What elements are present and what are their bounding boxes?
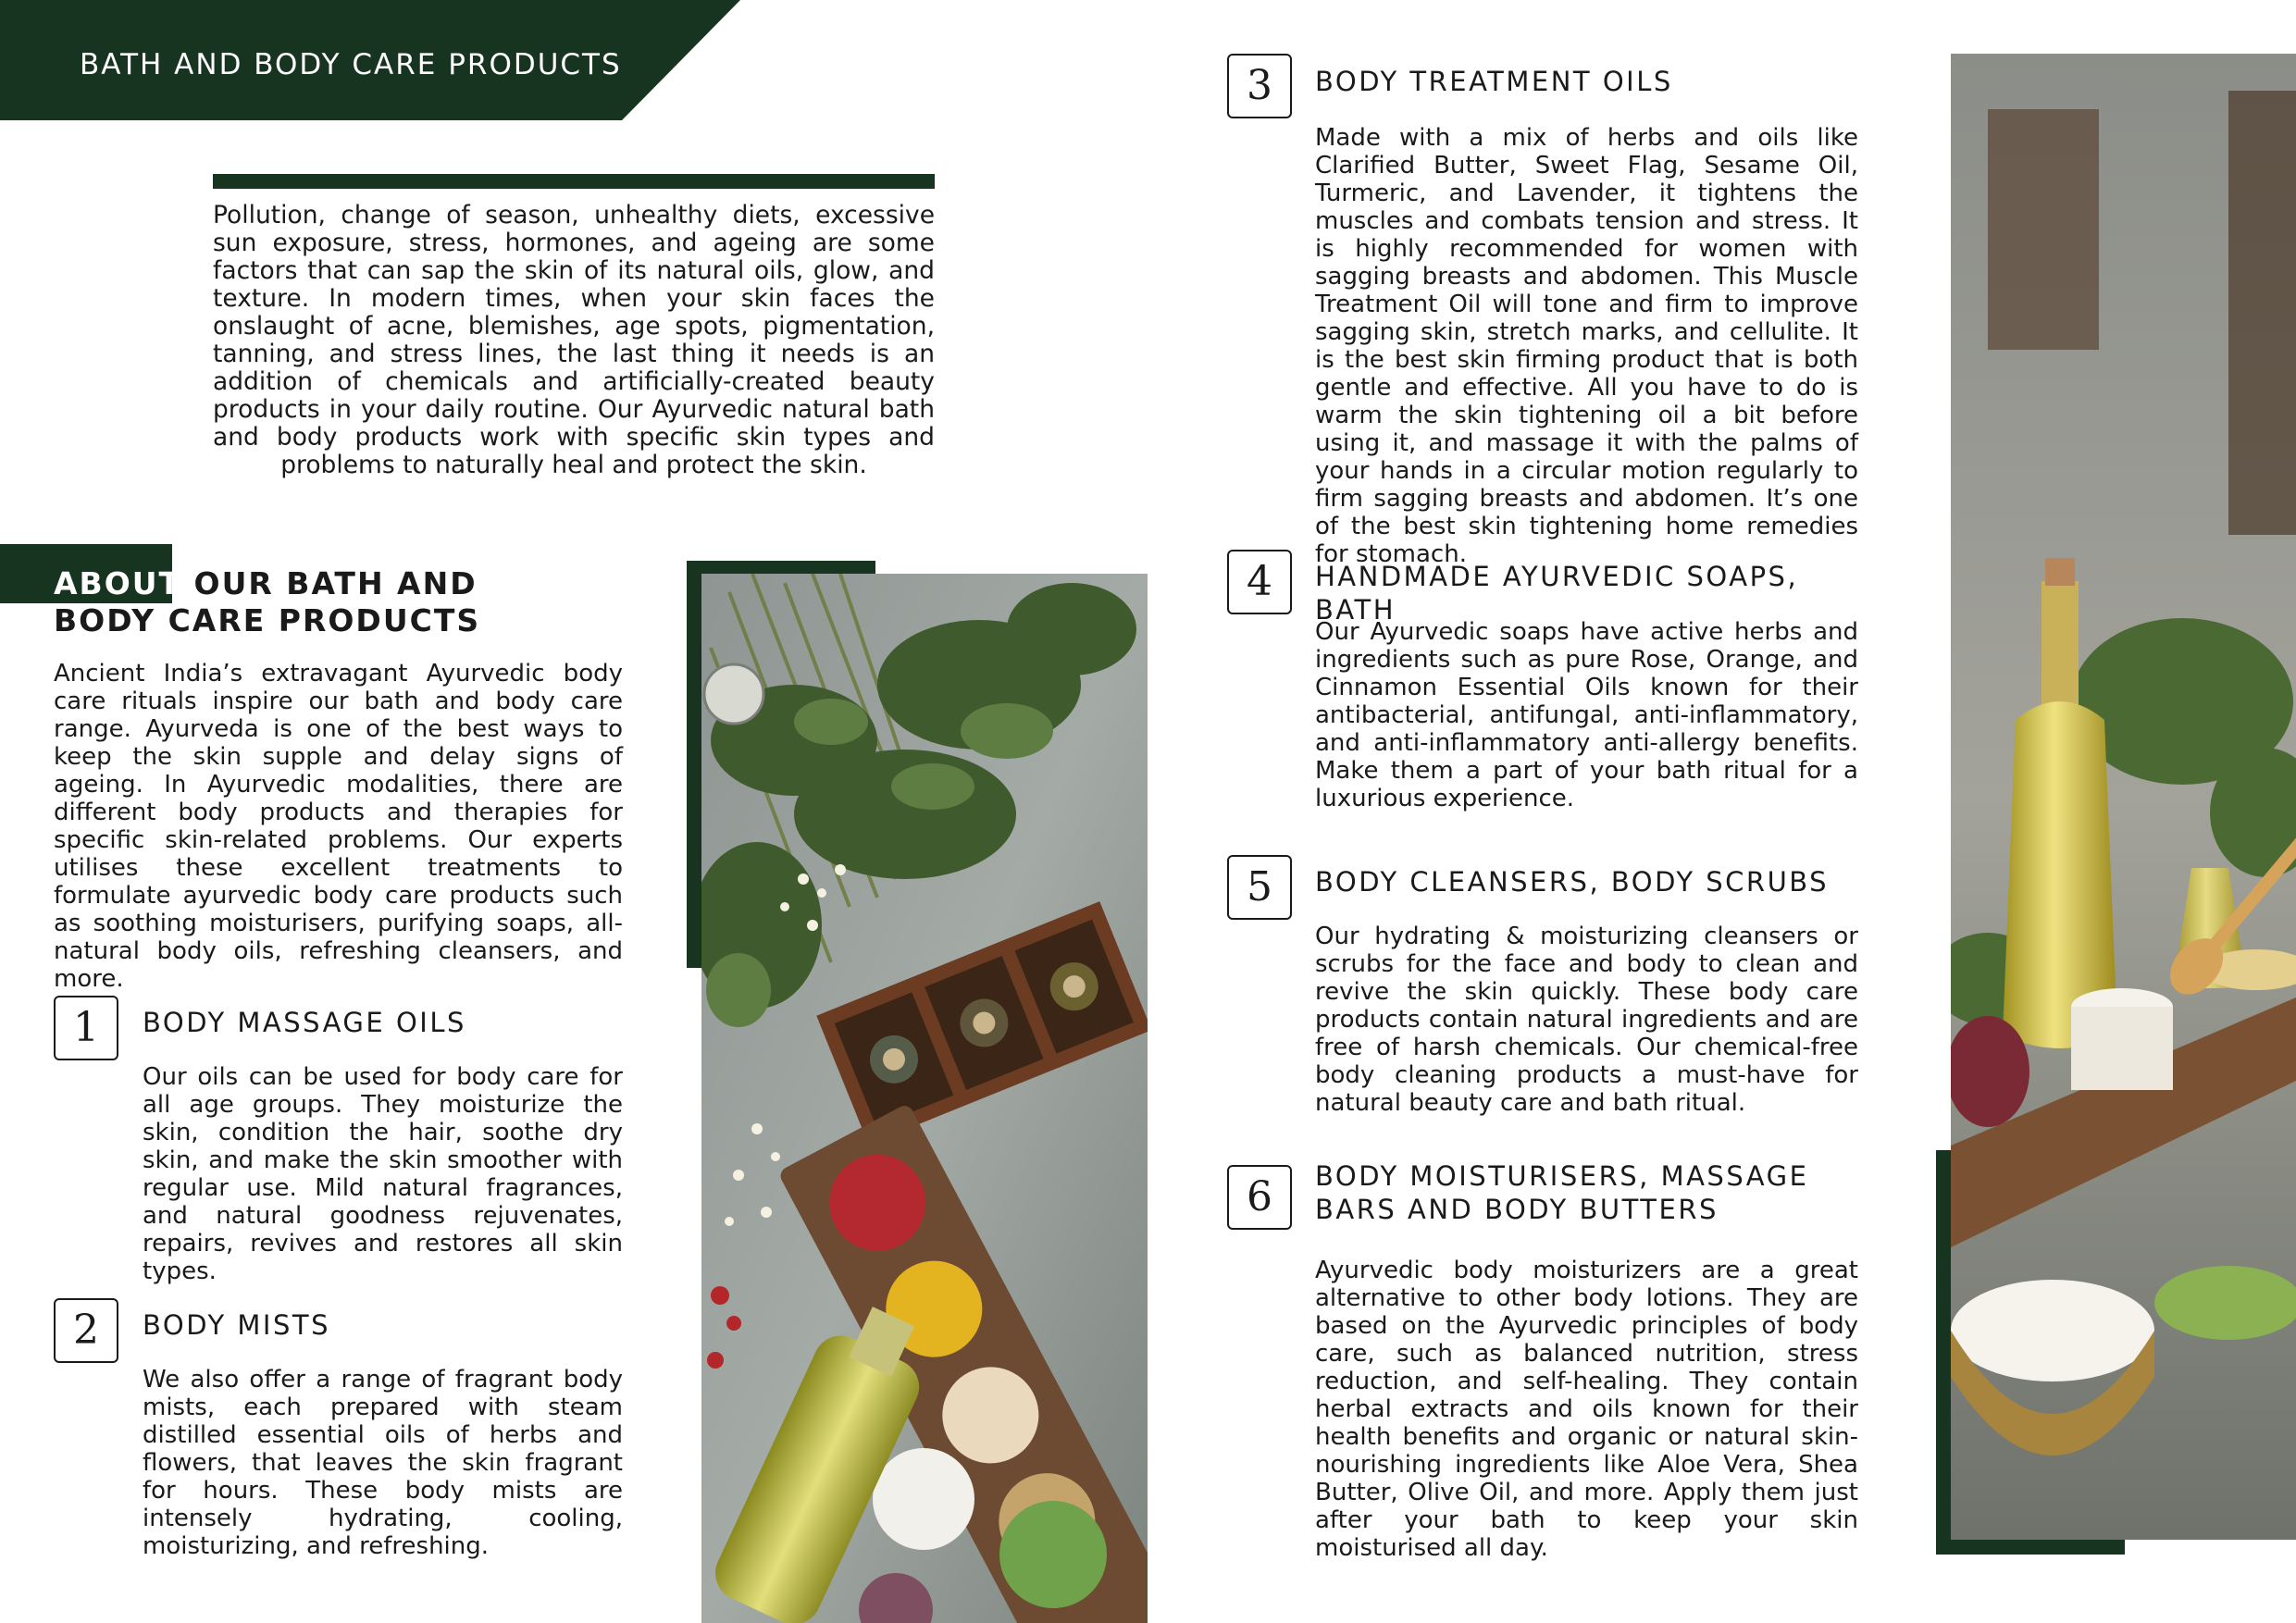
section-title-body-mists: BODY MISTS <box>143 1309 330 1341</box>
section-text-body-mists: We also offer a range of fragrant body mists, each prepared with steam distilled essential oils of herbs and flowers, that leaves the skin fragrant for hours. These body mists are intensely hydrating, cooling, moisturizing, and refreshing. <box>143 1366 623 1560</box>
section-title-body-moisturisers: BODY MOISTURISERS, MASSAGE BARS AND BODY BUTTERS <box>1315 1160 1809 1225</box>
section-title-body-treatment-oils: BODY TREATMENT OILS <box>1315 66 1673 97</box>
section-text-body-treatment-oils: Made with a mix of herbs and oils like Clarified Butter, Sweet Flag, Sesame Oil, Turmeric, and Lavender, it tightens the muscles and combats tension and stress. It is highly recommended for women with sagging breasts and abdomen. This Muscle Treatment Oil will tone and firm to improve sagging skin, stretch marks, and cellulite. It is the best skin firming product that is both gentle and effective. All you have to do is warm the skin tightening oil a bit before using it, and massage it with the palms of your hands in a circular motion regularly to firm sagging breasts and abdomen. It’s one of the best skin tightening home remedies for stomach. <box>1315 124 1858 568</box>
section-number-6: 6 <box>1227 1165 1292 1230</box>
section-text-handmade-soaps: Our Ayurvedic soaps have active herbs and ingredients such as pure Rose, Orange, and Cinnamon Essential Oils known for their antibacterial, antifungal, anti-inflammatory, and anti-inflammatory anti-allergy benefits. Make them a part of your bath ritual for a luxurious experience. <box>1315 618 1858 812</box>
section-number-1: 1 <box>54 996 118 1060</box>
section-text-body-massage-oils: Our oils can be used for body care for all age groups. They moisturize the skin, condition the hair, soothe dry skin, and make the skin smoother with regular use. Mild natural fragrances, and natural goodness rejuvenates, repairs, revives and restores all skin types. <box>143 1063 623 1285</box>
right-photo-frame-horizontal <box>1936 1538 2125 1555</box>
about-heading-highlight: ABOUT <box>54 565 182 601</box>
section-number-5: 5 <box>1227 855 1292 920</box>
page-title: BATH AND BODY CARE PRODUCTS <box>80 48 622 81</box>
about-paragraph: Ancient India’s extravagant Ayurvedic body care rituals inspire our bath and body care range. Ayurveda is one of the best ways to keep the skin supple and delay signs of ageing. In Ayurvedic modalities, there are different body products and therapies for specific skin-related problems. Our experts utilises these excellent treatments to formulate ayurvedic body care products such as soothing moisturisers, purifying soaps, all-natural body oils, refreshing cleansers, and more. <box>54 660 623 993</box>
intro-divider <box>213 174 935 189</box>
section-number-2: 2 <box>54 1298 118 1363</box>
section-title-body-cleansers: BODY CLEANSERS, BODY SCRUBS <box>1315 866 1830 898</box>
herbs-and-oils-photo <box>701 574 1148 1623</box>
section-title-body-massage-oils: BODY MASSAGE OILS <box>143 1007 466 1038</box>
section-number-3: 3 <box>1227 54 1292 118</box>
intro-paragraph: Pollution, change of season, unhealthy diets, excessive sun exposure, stress, hormones, and ageing are some factors that can sap the skin of its natural oils, glow, and texture. In modern times, when your skin faces the onslaught of acne, blemishes, age spots, pigmentation, tanning, and stress lines, the last thing it needs is an addition of chemicals and artificially-created beauty products in your daily routine. Our Ayurvedic natural bath and body products work with specific skin types and problems to naturally heal and protect the skin. <box>213 201 935 479</box>
oil-bottles-photo <box>1951 54 2296 1540</box>
about-heading-rest: OUR BATH AND <box>181 565 478 601</box>
about-heading-line2: BODY CARE PRODUCTS <box>54 602 481 638</box>
section-text-body-moisturisers: Ayurvedic body moisturizers are a great alternative to other body lotions. They are based on the Ayurvedic principles of body care, such as balanced nutrition, stress reduction, and self-healing. They contain herbal extracts and oils known for their health benefits and organic or natural skin-nourishing ingredients like Aloe Vera, Shea Butter, Olive Oil, and more. Apply them just after your bath to keep your skin moisturised all day. <box>1315 1257 1858 1562</box>
section-number-4: 4 <box>1227 550 1292 614</box>
section-text-body-cleansers: Our hydrating & moisturizing cleansers or scrubs for the face and body to clean and revive the skin quickly. These body care products contain natural ingredients and are free of harsh chemicals. Our chemical-free body cleaning products a must-have for natural beauty care and bath ritual. <box>1315 923 1858 1117</box>
section-title-handmade-soaps: HANDMADE AYURVEDIC SOAPS, BATH <box>1315 561 1799 626</box>
about-heading <box>54 565 646 639</box>
